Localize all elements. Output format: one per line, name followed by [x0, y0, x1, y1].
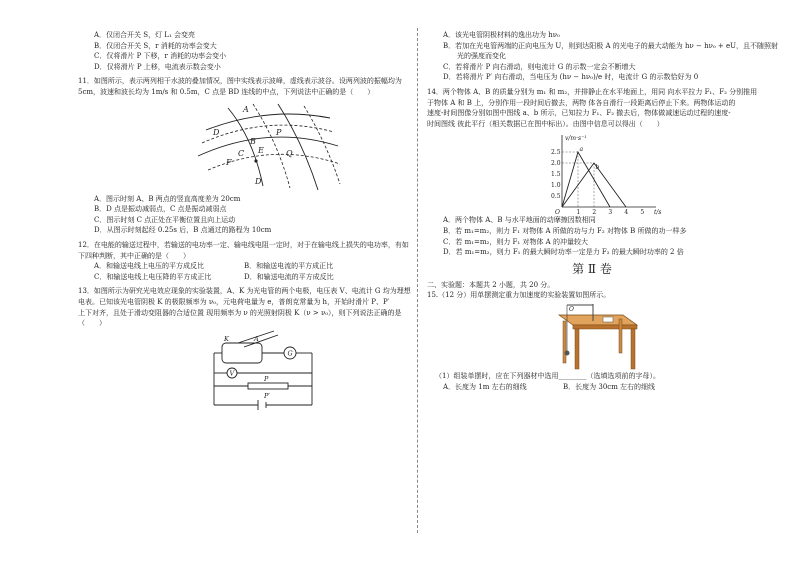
left-column: [78, 30, 410, 415]
chart-y-tick-1.0: 1.0: [551, 182, 561, 190]
pendulum-apparatus-figure: [427, 301, 757, 371]
q15-option-b: B．长度为 30cm 左右的细线: [563, 382, 656, 391]
q13-stem-line-2: 电表。已知该光电管阴极 K 的极限频率为 ν₀，元电荷电量为 e，普朗克常量为 h，开始时滑片 P、P′: [78, 297, 390, 306]
chart-y-tick-2.5: 2.5: [551, 149, 561, 157]
label-slider-p: P: [264, 374, 269, 383]
chart-x-tick-2: 2: [592, 209, 597, 216]
q14-option-d: D．若 m₁=m₂，则力 F₁ 的最大瞬时功率一定是力 F₂ 的最大瞬时功率的 2 倍: [443, 248, 684, 257]
q11-option-d: D．从图示时刻起经 0.25s 后，B 点通过的路程为 10cm: [94, 226, 272, 235]
label-k: K: [224, 334, 229, 343]
wave-interference-figure: [78, 98, 410, 194]
q12-option-d: D．和输送电流的平方成反比: [244, 272, 334, 281]
chart-series-a: [562, 152, 610, 207]
label-d-bottom: D: [255, 176, 262, 186]
q15-stem: 15.（12 分）用单摆测定重力加速度的实验装置如图所示。: [427, 291, 611, 300]
chart-y-tick-0.5: 0.5: [551, 193, 561, 201]
q10-option-d: D．仅将滑片 P 上移，电流表示数会变小: [94, 62, 221, 71]
chart-y-axis-label: v/m·s⁻¹: [565, 135, 587, 143]
q13-option-b: B．若加在光电管两端的正向电压为 U，则到达阳极 A 的光电子的最大动能为 hν − hν₀ + eU，且不随照射: [443, 41, 779, 50]
q11-option-a: A．图示时刻 A、B 两点的竖直高度差为 20cm: [94, 194, 241, 203]
chart-x-axis-label: t/s: [654, 209, 662, 216]
label-e: E: [258, 145, 264, 155]
q13-option-d: D．若将滑片 P′ 向右滑动，当电压为 (hν − hν₀)/e 时，电流计 G 的示数恰好为 0: [443, 73, 699, 82]
q11-option-b: B．D 点是振动减弱点，C 点是振动减弱点: [94, 205, 227, 214]
label-g: G: [287, 349, 293, 358]
q12-options-row-2: [78, 272, 410, 283]
q14-stem-line-3: 速度-时间图像分别如图中图线 a、b 所示，已知拉力 F₁、F₂ 撤去后，物体做减速运动过程的速度-: [427, 109, 731, 118]
q14-option-a: A．两个物体 A、B 与水平地面的动摩擦因数相同: [443, 216, 596, 225]
label-c: C: [238, 148, 245, 158]
column-divider: [417, 28, 418, 533]
q14-option-b: B．若 m₁=m₂，则力 F₁ 对物体 A 所做的功与力 F₂ 对物体 B 所做的功一样多: [443, 226, 687, 235]
q13-stem-line-1: 13．如图所示为研究光电效应现象的实验装置，A、K 为光电管的两个电极，电压表 V、电流计 G 均为理想: [78, 287, 411, 296]
q12-stem-line-1: 12．在电能的输送过程中，若输送的电功率一定、输电线电阻一定时，对于在输电线上损失的电功率，有如: [78, 240, 409, 249]
q15-option-a: A．长度为 1m 左右的细线: [443, 382, 527, 391]
q11-stem-line-1: 11．如图所示，表示两列相干水波的叠加情况，图中实线表示波峰，虚线表示波谷。设两列波的振幅均为: [78, 77, 402, 86]
q13-option-b-cont: 光的强度而变化: [443, 52, 506, 61]
label-d-top: D: [213, 127, 220, 137]
q13-stem-line-4: （ ）: [78, 319, 106, 328]
q10-option-a: A．仅闭合开关 S，灯 L₁ 会变亮: [94, 31, 195, 39]
q14-stem-line-2: 于物体 A 和 B 上，分别作用一段时间后撤去，两物 体各自滑行一段距离后停止下来。两物体运动的: [427, 98, 736, 107]
q14-option-c: C．若 m₁=m₂，则力 F₁ 对物体 A 的冲量较大: [443, 237, 588, 246]
chart-x-tick-1: 1: [576, 209, 581, 216]
chart-x-tick-3: 3: [608, 209, 613, 216]
point-c-marker: [254, 159, 257, 162]
chart-y-tick-1.5: 1.5: [551, 171, 561, 179]
q13-stem-line-3: 上下对齐，且处于滑动变阻器的合适位置 现用频率为 ν 的光照射阴极 K（ν > ν₀），则下列说法正确的是: [78, 308, 402, 317]
chart-series-label-a: a: [579, 146, 584, 154]
velocity-time-chart: [427, 129, 757, 215]
q12-option-c: C．和输送电线上电压降的平方成正比: [94, 272, 212, 281]
q13-option-c: C．若将滑片 P 向右滑动，则电流计 G 的示数一定会不断增大: [443, 62, 636, 71]
q15-sub1-options: [427, 382, 757, 393]
label-f: F: [226, 157, 232, 167]
section-heading: 二、实验题：本题共 2 小题，共 20 分。: [427, 280, 555, 289]
q15-sub1: （1）组装单摆时，应在下列器材中选用________（选填选项前的字母）。: [435, 371, 660, 380]
q10-option-b: B．仅闭合开关 S，r 消耗的功率会变大: [94, 41, 217, 50]
chart-x-tick-5: 5: [640, 209, 645, 216]
q14-stem-line-4: 时间图线 彼此平行（相关数据已在图中标出）。由图中信息可以得出（ ）: [427, 119, 664, 128]
q12-stem-line-2: 下四种判断，其中正确的是（ ）: [78, 251, 190, 260]
chart-x-tick-4: 4: [624, 209, 629, 216]
chart-origin-label: O: [555, 209, 560, 216]
chart-series-label-b: b: [595, 164, 600, 172]
q12-option-b: B．和输送电流的平方成正比: [244, 262, 334, 271]
label-q: Q: [286, 148, 293, 158]
label-b: B: [250, 136, 256, 146]
q11-stem-line-2: 5cm，波速和波长均为 1m/s 和 0.5m，C 点是 BD 连线的中点，下列说法中正确的是（ ）: [78, 87, 375, 96]
label-p: P: [276, 127, 282, 137]
pendulum-bob: [565, 350, 570, 355]
right-column: [427, 30, 779, 392]
volume-title: 第 Ⅱ 卷: [572, 261, 612, 276]
q12-options-row-1: [78, 261, 410, 272]
chart-y-tick-2.0: 2.0: [551, 160, 561, 168]
label-slider-p-prime: P′: [264, 391, 270, 400]
q12-option-a: A．和输送电线上电压的平方成反比: [94, 262, 205, 271]
label-o: O: [569, 305, 574, 313]
q14-stem-line-1: 14．两个物体 A、B 的质量分别为 m₁ 和 m₂，并排静止在水平地面上，用同 向水平拉力 F₁、F₂ 分别推用: [427, 87, 758, 96]
label-anode-a: A: [254, 334, 259, 343]
q13-option-a: A．该光电管阴极材料的逸出功为 hν₀: [443, 31, 560, 39]
label-a: A: [243, 104, 249, 114]
label-v: V: [229, 369, 235, 378]
photoelectric-circuit-figure: [78, 329, 410, 415]
q10-option-c: C．仅将滑片 P 下移，r 消耗的功率会变小: [94, 52, 227, 61]
q11-option-c: C．图示时刻 C 点正处在平衡位置且向上运动: [94, 215, 236, 224]
